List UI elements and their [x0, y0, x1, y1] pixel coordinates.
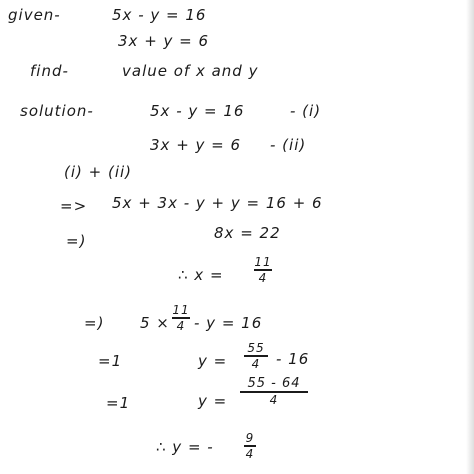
step-7-fraction — [244, 432, 256, 460]
step-4-numerator: 11 — [172, 303, 190, 317]
step-6-fraction — [240, 378, 308, 406]
step-6-denominator: 4 — [269, 392, 279, 407]
solution-label: solution- — [20, 102, 94, 120]
given-equation-2: 3x + y = 6 — [118, 32, 210, 50]
step-2-expression: 8x = 22 — [214, 224, 281, 242]
page-edge-shadow — [466, 0, 474, 474]
step-2-arrow: =) — [66, 232, 87, 250]
step-3-prefix: ∴ x = — [178, 266, 224, 284]
equation-2-tag: - (ii) — [270, 136, 307, 154]
find-label: find- — [30, 62, 69, 80]
step-5-numerator: 55 — [247, 341, 265, 355]
step-7-numerator: 9 — [245, 431, 255, 445]
step-5-prefix: y = — [198, 352, 228, 370]
step-5-fraction — [244, 342, 268, 370]
step-3-denominator: 4 — [258, 270, 268, 285]
find-text: value of x and y — [122, 62, 259, 80]
step-1-expression: 5x + 3x - y + y = 16 + 6 — [112, 194, 323, 212]
step-3-numerator: 11 — [254, 255, 272, 269]
given-label: given- — [8, 6, 61, 24]
step-4-arrow: =) — [84, 314, 105, 332]
step-7-prefix: ∴ y = - — [156, 438, 214, 456]
step-1-arrow: => — [60, 197, 88, 215]
step-6-prefix: y = — [198, 392, 228, 410]
given-equation-1: 5x - y = 16 — [112, 6, 207, 24]
step-7-denominator: 4 — [245, 446, 255, 461]
solution-equation-1: 5x - y = 16 — [150, 102, 245, 120]
solution-equation-2: 3x + y = 6 — [150, 136, 242, 154]
combine-equations: (i) + (ii) — [64, 163, 133, 181]
step-4-suffix: - y = 16 — [194, 314, 263, 332]
step-4-prefix: 5 × — [140, 314, 170, 332]
equation-1-tag: - (i) — [290, 102, 322, 120]
step-3-fraction — [254, 256, 272, 284]
step-6-arrow: =1 — [106, 394, 131, 412]
step-6-numerator: 55 - 64 — [247, 376, 301, 391]
step-5-arrow: =1 — [98, 352, 123, 370]
step-4-fraction — [172, 304, 190, 332]
step-4-denominator: 4 — [176, 318, 186, 333]
step-5-denominator: 4 — [251, 356, 261, 371]
step-5-suffix: - 16 — [276, 350, 310, 368]
